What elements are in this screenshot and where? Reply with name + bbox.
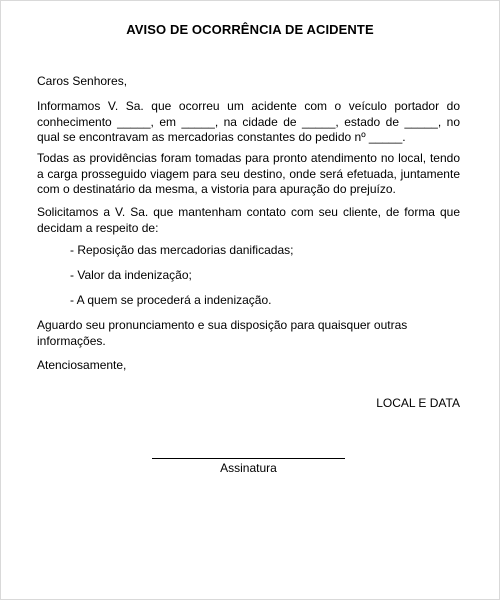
paragraph-notification: Informamos V. Sa. que ocorreu um acidente com o veículo portador do conhecimento _____, em _____, na cidade de _____, estado de _____, no qual se encontravam as mercadorias constantes do pedido nº _____. — [37, 99, 460, 144]
paragraph-measures: Todas as providências foram tomadas para pronto atendimento no local, tendo a carga prosseguido viagem para seu destino, onde será efetuada, juntamente com o destinatário da mesma, a vistoria para apuração do prejuízo. — [37, 151, 460, 196]
signature-label: Assinatura — [220, 461, 277, 475]
greeting: Caros Senhores, — [37, 74, 128, 88]
closing-salutation: Atenciosamente, — [37, 358, 127, 372]
place-date: LOCAL E DATA — [376, 396, 460, 410]
list-item: - A quem se procederá a indenização. — [70, 293, 272, 307]
document-title: AVISO DE OCORRÊNCIA DE ACIDENTE — [126, 22, 374, 37]
list-item: - Valor da indenização; — [70, 268, 192, 282]
list-item: - Reposição das mercadorias danificadas; — [70, 243, 294, 257]
signature-line — [152, 458, 345, 459]
paragraph-closing-request: Aguardo seu pronunciamento e sua disposição para quaisquer outras informações. — [37, 318, 408, 348]
paragraph-request: Solicitamos a V. Sa. que mantenham contato com seu cliente, de forma que decidam a respeito de: — [37, 205, 460, 235]
